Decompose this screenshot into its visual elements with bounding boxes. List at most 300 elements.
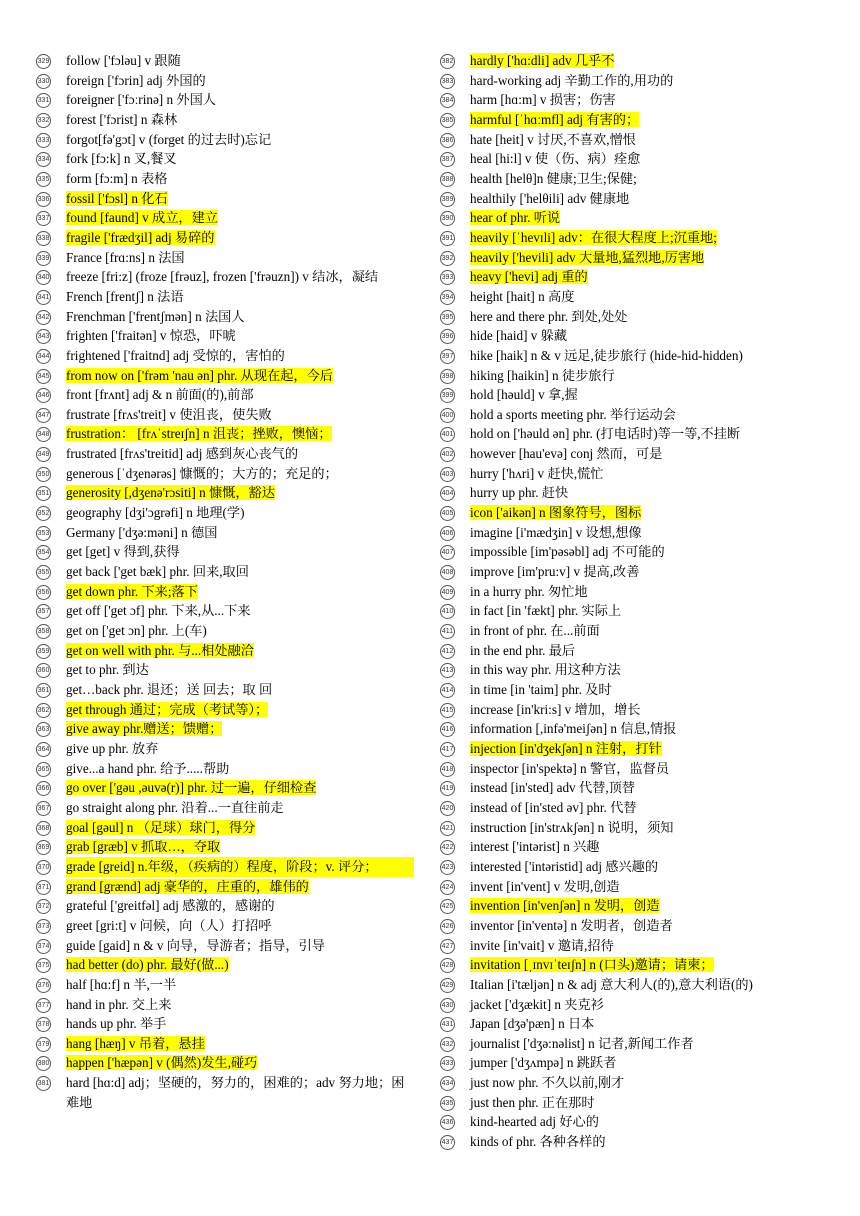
vocab-entry [36, 366, 414, 386]
vocab-entry [36, 601, 414, 621]
left-column [36, 51, 414, 1112]
entry-number-circle: 413 [440, 663, 455, 678]
entry-number-circle: 375 [36, 958, 51, 973]
right-column [440, 51, 820, 1152]
vocab-entry [36, 307, 414, 327]
entry-number-circle: 402 [440, 447, 455, 462]
entry-text: grateful ['greitfəl] adj 感激的，感谢的 [66, 898, 275, 914]
vocab-entry [440, 90, 820, 110]
entry-text: happen ['hæpən] v (偶然)发生,碰巧 [66, 1055, 258, 1071]
vocab-entry [36, 916, 414, 936]
vocab-entry [36, 149, 414, 169]
entry-text: hand in phr. 交上来 [66, 996, 172, 1012]
vocab-entry [36, 700, 414, 720]
vocab-entry [440, 71, 820, 91]
entry-text: hold on ['həuld ən] phr. (打电话时)等一等,不挂断 [470, 426, 741, 442]
vocab-entry [440, 307, 820, 327]
entry-text: generous [ˈdʒenərəs] 慷慨的；大方的；充足的； [66, 465, 338, 481]
entry-text: foreigner ['fɔːrinə] n 外国人 [66, 92, 216, 108]
entry-number-circle: 401 [440, 427, 455, 442]
entry-number-circle: 338 [36, 231, 51, 246]
vocab-entry [440, 739, 820, 759]
vocab-entry [36, 483, 414, 503]
entry-number-circle: 417 [440, 742, 455, 757]
entry-number-circle: 347 [36, 408, 51, 423]
entry-number-circle: 397 [440, 349, 455, 364]
entry-number-circle: 422 [440, 840, 455, 855]
vocab-entry [440, 660, 820, 680]
entry-number-circle: 364 [36, 742, 51, 757]
entry-number-circle: 380 [36, 1056, 51, 1071]
entry-number-circle: 340 [36, 270, 51, 285]
vocab-entry [440, 1093, 820, 1113]
entry-number-circle: 383 [440, 74, 455, 89]
entry-text: health [helθ]n 健康;卫生;保健; [470, 170, 637, 186]
entry-text: height [hait] n 高度 [470, 288, 575, 304]
entry-number-circle: 353 [36, 526, 51, 541]
entry-number-circle: 389 [440, 192, 455, 207]
vocab-entry [36, 248, 414, 268]
entry-text: Italian [i'tæljən] n & adj 意大利人(的),意大利语(的) [470, 976, 753, 992]
vocab-entry [440, 110, 820, 130]
entry-text: get on ['get ɔn] phr. 上(车) [66, 623, 207, 639]
entry-text: hiking [haikin] n 徒步旅行 [470, 367, 615, 383]
entry-number-circle: 356 [36, 585, 51, 600]
vocab-entry [36, 189, 414, 209]
entry-number-circle: 409 [440, 585, 455, 600]
entry-text: hold a sports meeting phr. 举行运动会 [470, 406, 676, 422]
vocab-entry [36, 621, 414, 641]
entry-number-circle: 330 [36, 74, 51, 89]
vocab-entry [36, 995, 414, 1015]
entry-text: give away phr.赠送；馈赠； [66, 721, 223, 737]
vocab-entry [36, 90, 414, 110]
entry-number-circle: 373 [36, 919, 51, 934]
vocab-entry [36, 719, 414, 739]
entry-text: hard [hɑ:d] adj；坚硬的，努力的，困难的；adv 努力地；困难地 [66, 1075, 405, 1110]
entry-number-circle: 350 [36, 467, 51, 482]
entry-text: fork [fɔ:k] n 叉,餐叉 [66, 151, 177, 167]
entry-number-circle: 419 [440, 781, 455, 796]
entry-text: hardly ['hɑ:dli] adv 几乎不 [470, 53, 615, 68]
entry-number-circle: 433 [440, 1056, 455, 1071]
entry-number-circle: 345 [36, 369, 51, 384]
entry-text: hands up phr. 举手 [66, 1016, 167, 1032]
vocab-entry [440, 562, 820, 582]
vocab-entry [36, 267, 414, 287]
vocab-entry [440, 582, 820, 602]
vocab-entry [440, 149, 820, 169]
entry-number-circle: 391 [440, 231, 455, 246]
vocab-entry [36, 385, 414, 405]
vocab-entry [36, 975, 414, 995]
entry-number-circle: 425 [440, 899, 455, 914]
vocab-entry [440, 287, 820, 307]
vocab-entry [36, 641, 414, 661]
vocab-entry [440, 169, 820, 189]
entry-text: foreign ['fɔrin] adj 外国的 [66, 72, 206, 88]
entry-number-circle: 372 [36, 899, 51, 914]
vocab-entry [36, 542, 414, 562]
vocab-entry [440, 1034, 820, 1054]
entry-text: get [get] v 得到,获得 [66, 544, 180, 560]
entry-number-circle: 349 [36, 447, 51, 462]
entry-text: invite [in'vait] v 邀请,招待 [470, 937, 614, 953]
vocab-entry [440, 896, 820, 916]
entry-text: front [frʌnt] adj & n 前面(的),前部 [66, 387, 254, 403]
vocab-entry [36, 71, 414, 91]
entry-text: heavily [ˈhevɪli] adv：在很大程度上;沉重地; [470, 229, 717, 245]
vocab-entry [440, 837, 820, 857]
vocab-entry [440, 1112, 820, 1132]
entry-number-circle: 370 [36, 860, 51, 875]
entry-number-circle: 392 [440, 251, 455, 266]
entry-number-circle: 427 [440, 939, 455, 954]
entry-number-circle: 354 [36, 545, 51, 560]
vocab-entry [36, 1014, 414, 1034]
entry-text: Frenchman ['frentʃmən] n 法国人 [66, 308, 245, 324]
vocab-entry [36, 877, 414, 897]
entry-number-circle: 399 [440, 388, 455, 403]
entry-number-circle: 342 [36, 310, 51, 325]
entry-text: hate [heit] v 讨厌,不喜欢,憎恨 [470, 131, 636, 147]
vocab-entry [36, 660, 414, 680]
vocab-entry [440, 130, 820, 150]
vocab-entry [440, 700, 820, 720]
entry-number-circle: 388 [440, 172, 455, 187]
entry-text: get…back phr. 退还；送 回去；取 回 [66, 682, 273, 697]
entry-text: generosity [,dʒenə'rɔsiti] n 慷慨，豁达 [66, 485, 275, 501]
entry-number-circle: 393 [440, 270, 455, 285]
entry-number-circle: 361 [36, 683, 51, 698]
entry-number-circle: 416 [440, 722, 455, 737]
entry-text: frustrated [frʌs'treitid] adj 感到灰心丧气的 [66, 446, 299, 462]
vocab-entry [36, 818, 414, 838]
entry-number-circle: 377 [36, 998, 51, 1013]
entry-text: hike [haik] n & v 远足,徒步旅行 (hide-hid-hidden) [470, 347, 743, 363]
entry-text: interest ['intərist] n 兴趣 [470, 839, 600, 855]
entry-text: get off ['get ɔf] phr. 下来,从...下来 [66, 603, 251, 619]
entry-number-circle: 385 [440, 113, 455, 128]
vocab-entry [440, 523, 820, 543]
entry-number-circle: 411 [440, 624, 455, 639]
vocab-entry [440, 719, 820, 739]
entry-number-circle: 390 [440, 211, 455, 226]
entry-number-circle: 408 [440, 565, 455, 580]
entry-text: frustration： [frʌˈstreɪʃn] n 沮丧；挫败，懊恼； [66, 426, 332, 442]
entry-text: hard-working adj 辛勤工作的,用功的 [470, 72, 674, 88]
entry-text: forest ['fɔrist] n 森林 [66, 111, 178, 127]
vocab-entry [440, 444, 820, 464]
entry-text: instead [in'sted] adv 代替,顶替 [470, 780, 635, 796]
entry-number-circle: 415 [440, 703, 455, 718]
entry-text: freeze [fri:z] (froze [frəuz], frozen ['frəuzn]) v 结冰，凝结 [66, 269, 379, 285]
entry-text: grade [greid] n.年级，（疾病的）程度，阶段；v. 评分； [66, 857, 414, 877]
entry-text: get through 通过；完成（考试等）； [66, 701, 269, 717]
vocab-entry [36, 346, 414, 366]
vocab-entry [440, 51, 820, 71]
entry-number-circle: 336 [36, 192, 51, 207]
entry-text: give up phr. 放弃 [66, 740, 159, 756]
entry-text: just then phr. 正在那时 [470, 1094, 595, 1110]
vocab-entry [36, 130, 414, 150]
vocab-entry [440, 955, 820, 975]
entry-text: grab [græb] v 抓取…，夺取 [66, 839, 221, 855]
vocab-entry [440, 621, 820, 641]
vocab-entry [440, 1073, 820, 1093]
vocab-entry [36, 1053, 414, 1073]
entry-text: follow ['fɔləu] v 跟随 [66, 53, 181, 68]
vocab-entry [440, 601, 820, 621]
vocab-entry [440, 975, 820, 995]
entry-number-circle: 432 [440, 1037, 455, 1052]
entry-number-circle: 378 [36, 1017, 51, 1032]
entry-number-circle: 420 [440, 801, 455, 816]
vocab-entry [440, 1132, 820, 1152]
entry-number-circle: 368 [36, 821, 51, 836]
entry-number-circle: 351 [36, 486, 51, 501]
vocab-entry [440, 641, 820, 661]
vocab-entry [440, 680, 820, 700]
entry-number-circle: 395 [440, 310, 455, 325]
vocab-entry [440, 366, 820, 386]
vocab-entry [440, 877, 820, 897]
entry-text: greet [gri:t] v 问候，向（人）打招呼 [66, 917, 272, 933]
entry-text: get down phr. 下来;落下 [66, 583, 198, 599]
entry-number-circle: 429 [440, 978, 455, 993]
entry-text: instruction [in'strʌkʃən] n 说明，须知 [470, 819, 674, 835]
entry-number-circle: 404 [440, 486, 455, 501]
vocab-entry [440, 857, 820, 877]
vocab-entry [440, 542, 820, 562]
vocab-entry [440, 464, 820, 484]
entry-number-circle: 343 [36, 329, 51, 344]
vocab-entry [36, 228, 414, 248]
entry-text: harmful [ˈhɑːmfl] adj 有害的； [470, 111, 640, 127]
entry-text: Japan [dʒə'pæn] n 日本 [470, 1016, 595, 1032]
entry-text: in a hurry phr. 匆忙地 [470, 583, 588, 599]
entry-text: impossible [im'pəsəbl] adj 不可能的 [470, 544, 665, 560]
entry-number-circle: 358 [36, 624, 51, 639]
entry-number-circle: 400 [440, 408, 455, 423]
entry-number-circle: 434 [440, 1076, 455, 1091]
entry-text: invention [in'venʃən] n 发明，创造 [470, 898, 660, 914]
entry-text: inventor [in'ventə] n 发明者，创造者 [470, 917, 673, 933]
vocab-entry [440, 248, 820, 268]
entry-number-circle: 435 [440, 1096, 455, 1111]
vocab-entry [36, 1073, 414, 1112]
entry-number-circle: 403 [440, 467, 455, 482]
entry-number-circle: 414 [440, 683, 455, 698]
entry-number-circle: 421 [440, 821, 455, 836]
entry-text: heal [hi:l] v 使（伤、病）痊愈 [470, 151, 641, 167]
vocab-entry [36, 778, 414, 798]
vocab-entry [36, 798, 414, 818]
entry-number-circle: 426 [440, 919, 455, 934]
entry-text: go straight along phr. 沿着...一直往前走 [66, 799, 284, 815]
entry-text: heavily ['hevili] adv 大量地,猛烈地,厉害地 [470, 249, 705, 265]
entry-text: invitation [ˌɪnvɪˈteɪʃn] n (口头)邀请；请柬； [470, 957, 714, 973]
vocab-entry [440, 1053, 820, 1073]
entry-text: form [fɔ:m] n 表格 [66, 170, 168, 186]
entry-text: just now phr. 不久以前,刚才 [470, 1075, 625, 1091]
entry-text: get back ['get bæk] phr. 回来,取回 [66, 564, 249, 580]
entry-text: goal [gəul] n （足球）球门，得分 [66, 819, 256, 835]
vocab-entry [440, 385, 820, 405]
entry-number-circle: 412 [440, 644, 455, 659]
entry-number-circle: 371 [36, 880, 51, 895]
entry-text: inspector [in'spektə] n 警官，监督员 [470, 760, 670, 776]
entry-number-circle: 355 [36, 565, 51, 580]
entry-number-circle: 384 [440, 93, 455, 108]
entry-text: give...a hand phr. 给予.....帮助 [66, 760, 230, 776]
entry-number-circle: 346 [36, 388, 51, 403]
entry-text: frightened ['fraitnd] adj 受惊的，害怕的 [66, 347, 285, 363]
entry-text: hide [haid] v 躲藏 [470, 328, 568, 344]
entry-number-circle: 424 [440, 880, 455, 895]
entry-text: jumper ['dʒʌmpə] n 跳跃者 [470, 1055, 617, 1071]
vocab-entry [36, 1034, 414, 1054]
entry-text: instead of [in'sted əv] phr. 代替 [470, 799, 637, 815]
entry-number-circle: 339 [36, 251, 51, 266]
vocab-entry [440, 483, 820, 503]
entry-number-circle: 337 [36, 211, 51, 226]
vocab-entry [440, 267, 820, 287]
vocab-entry [440, 503, 820, 523]
entry-text: imagine [i'mædʒin] v 设想,想像 [470, 524, 642, 540]
entry-text: icon ['aikən] n 图象符号，图标 [470, 505, 642, 521]
vocab-entry [36, 405, 414, 425]
entry-text: in this way phr. 用这种方法 [470, 662, 621, 678]
vocab-entry [440, 228, 820, 248]
vocab-entry [440, 1014, 820, 1034]
entry-text: hold [həuld] v 拿,握 [470, 387, 578, 403]
entry-number-circle: 387 [440, 152, 455, 167]
vocab-entry [36, 169, 414, 189]
vocab-entry [36, 936, 414, 956]
entry-text: forgot[fə'gɔt] v (forget 的过去时)忘记 [66, 131, 272, 147]
entry-text: half [hɑ:f] n 半,一半 [66, 976, 177, 992]
vocab-entry [440, 208, 820, 228]
entry-number-circle: 352 [36, 506, 51, 521]
entry-text: hurry ['hʌri] v 赶快,慌忙 [470, 465, 604, 481]
entry-number-circle: 436 [440, 1115, 455, 1130]
entry-number-circle: 381 [36, 1076, 51, 1091]
entry-text: improve [im'pru:v] v 提高,改善 [470, 564, 640, 580]
entry-text: guide [gaid] n & v 向导，导游者；指导，引导 [66, 937, 325, 953]
vocab-entry [36, 287, 414, 307]
entry-text: journalist ['dʒə:nəlist] n 记者,新闻工作者 [470, 1035, 694, 1051]
entry-text: France [frɑ:ns] n 法国 [66, 249, 185, 265]
entry-text: get to phr. 到达 [66, 662, 149, 678]
entry-number-circle: 410 [440, 604, 455, 619]
vocab-entry [440, 818, 820, 838]
entry-number-circle: 363 [36, 722, 51, 737]
entry-text: interested ['intəristid] adj 感兴趣的 [470, 858, 659, 874]
entry-number-circle: 329 [36, 54, 51, 69]
entry-number-circle: 359 [36, 644, 51, 659]
vocab-entry [36, 759, 414, 779]
entry-number-circle: 369 [36, 840, 51, 855]
vocab-entry [36, 582, 414, 602]
entry-text: injection [in'dʒekʃən] n 注射，打针 [470, 740, 662, 756]
entry-number-circle: 362 [36, 703, 51, 718]
entry-number-circle: 398 [440, 369, 455, 384]
vocab-entry [440, 405, 820, 425]
entry-text: in front of phr. 在...前面 [470, 623, 600, 639]
entry-text: frighten ['fraitən] v 惊恐，吓唬 [66, 328, 236, 344]
entry-text: fragile ['frædʒil] adj 易碎的 [66, 229, 215, 245]
entry-text: frustrate [frʌs'treit] v 使沮丧，使失败 [66, 406, 272, 422]
entry-number-circle: 386 [440, 133, 455, 148]
vocab-entry [36, 955, 414, 975]
entry-text: jacket ['dʒækit] n 夹克衫 [470, 996, 604, 1012]
entry-number-circle: 405 [440, 506, 455, 521]
entry-number-circle: 331 [36, 93, 51, 108]
entry-number-circle: 348 [36, 427, 51, 442]
entry-number-circle: 360 [36, 663, 51, 678]
entry-number-circle: 382 [440, 54, 455, 69]
entry-text: from now on ['frəm 'nau ən] phr. 从现在起，今后 [66, 367, 333, 383]
entry-text: go over ['gəu ,əuvə(r)] phr. 过一遍，仔细检查 [66, 780, 317, 796]
vocab-entry [36, 523, 414, 543]
vocab-entry [440, 326, 820, 346]
vocab-entry [440, 936, 820, 956]
entry-number-circle: 357 [36, 604, 51, 619]
entry-number-circle: 394 [440, 290, 455, 305]
entry-text: in the end phr. 最后 [470, 642, 576, 658]
vocab-entry [36, 110, 414, 130]
entry-text: had better (do) phr. 最好(做...) [66, 957, 229, 973]
entry-text: get on well with phr. 与...相处融洽 [66, 642, 254, 658]
vocab-entry [440, 189, 820, 209]
entry-number-circle: 376 [36, 978, 51, 993]
entry-text: in time [in 'taim] phr. 及时 [470, 682, 612, 697]
entry-text: harm [hɑ:m] v 损害；伤害 [470, 92, 616, 108]
entry-text: kinds of phr. 各种各样的 [470, 1134, 606, 1150]
vocab-entry [440, 778, 820, 798]
vocab-entry [440, 424, 820, 444]
vocab-entry [440, 759, 820, 779]
entry-number-circle: 335 [36, 172, 51, 187]
entry-text: hear of phr. 听说 [470, 210, 561, 226]
vocab-entry [36, 444, 414, 464]
entry-text: fossil ['fɔsl] n 化石 [66, 190, 168, 206]
entry-number-circle: 379 [36, 1037, 51, 1052]
vocab-entry [36, 326, 414, 346]
entry-number-circle: 418 [440, 762, 455, 777]
entry-number-circle: 430 [440, 998, 455, 1013]
entry-text: grand [grænd] adj 豪华的，庄重的，雄伟的 [66, 878, 309, 894]
vocab-entry [36, 562, 414, 582]
entry-text: increase [in'kri:s] v 增加，增长 [470, 701, 641, 717]
vocab-entry [36, 837, 414, 857]
vocab-entry [36, 51, 414, 71]
vocab-entry [36, 424, 414, 444]
entry-number-circle: 334 [36, 152, 51, 167]
entry-number-circle: 344 [36, 349, 51, 364]
vocab-entry [36, 208, 414, 228]
entry-text: hang [hæŋ] v 吊着，悬挂 [66, 1035, 205, 1051]
entry-number-circle: 428 [440, 958, 455, 973]
entry-text: in fact [in 'fækt] phr. 实际上 [470, 603, 622, 619]
vocab-entry [440, 798, 820, 818]
entry-number-circle: 332 [36, 113, 51, 128]
entry-number-circle: 365 [36, 762, 51, 777]
entry-number-circle: 407 [440, 545, 455, 560]
vocab-entry [36, 739, 414, 759]
entry-number-circle: 406 [440, 526, 455, 541]
